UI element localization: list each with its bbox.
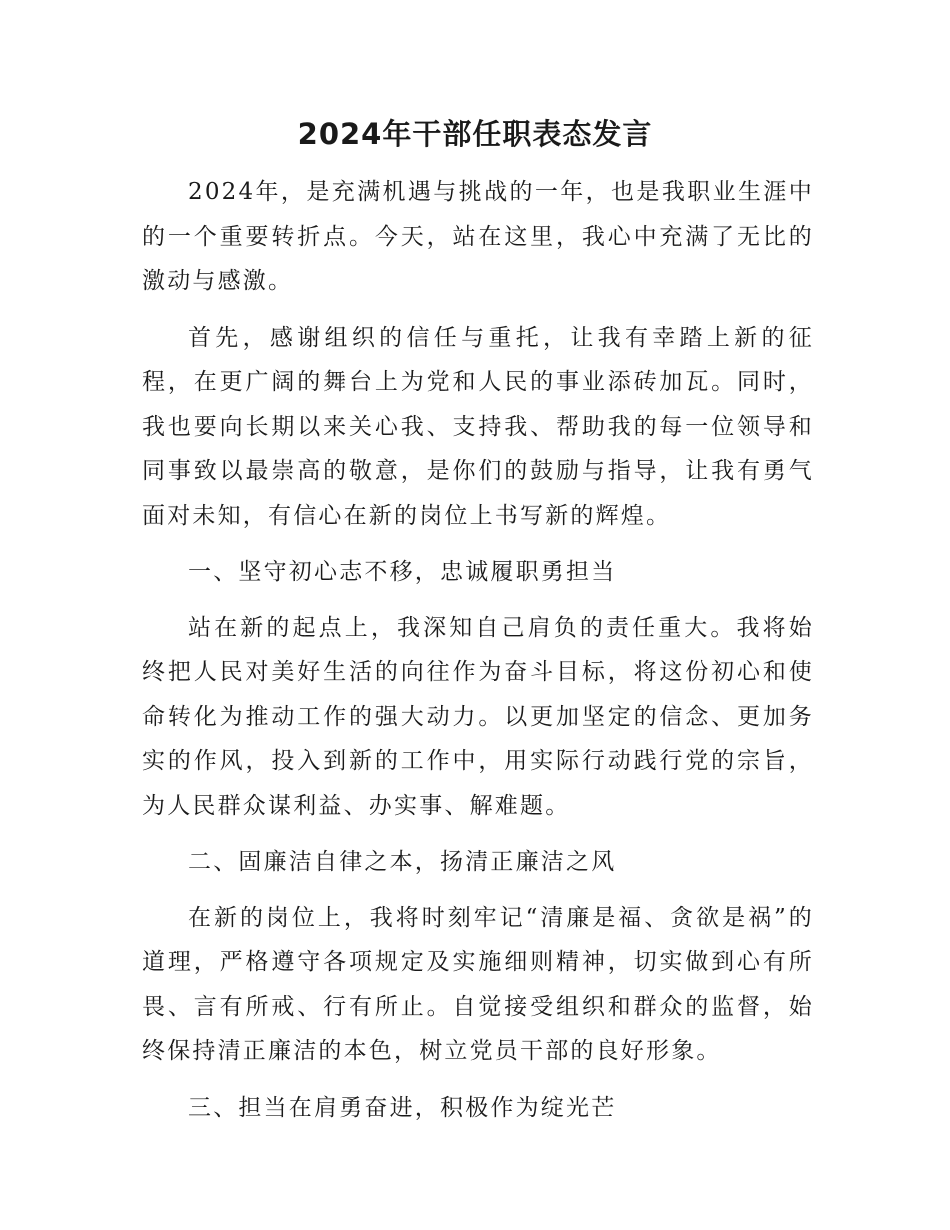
paragraph-section-1: 站在新的起点上，我深知自己肩负的责任重大。我将始终把人民对美好生活的向往作为奋斗目标，将这份初心和使命转化为推动工作的强大动力。以更加坚定的信念、更加务实的作风，投入到新的工作中，用实际行动践行党的宗旨，为人民群众谋利益、办实事、解难题。	[142, 614, 814, 819]
section-heading-3: 三、担当在肩勇奋进，积极作为绽光芒	[188, 1094, 617, 1121]
paragraph-thanks: 首先，感谢组织的信任与重托，让我有幸踏上新的征程，在更广阔的舞台上为党和人民的事业添砖加瓦。同时，我也要向长期以来关心我、支持我、帮助我的每一位领导和同事致以最崇高的敬意，是你们的鼓励与指导，让我有勇气面对未知，有信心在新的岗位上书写新的辉煌。	[142, 324, 814, 529]
document-title: 2024年干部任职表态发言	[297, 117, 653, 151]
section-heading-1: 一、坚守初心志不移，忠诚履职勇担当	[188, 559, 617, 585]
section-heading-2: 二、固廉洁自律之本，扬清正廉洁之风	[188, 849, 617, 875]
document-body	[142, 170, 814, 1141]
paragraph-section-2: 在新的岗位上，我将时刻牢记“清廉是福、贪欲是祸”的道理，严格遵守各项规定及实施细则精神，切实做到心有所畏、言有所戒、行有所止。自觉接受组织和群众的监督，始终保持清正廉洁的本色，树立党员干部的良好形象。	[142, 904, 814, 1064]
paragraph-intro: 2024年，是充满机遇与挑战的一年，也是我职业生涯中的一个重要转折点。今天，站在这里，我心中充满了无比的激动与感激。	[142, 179, 814, 294]
